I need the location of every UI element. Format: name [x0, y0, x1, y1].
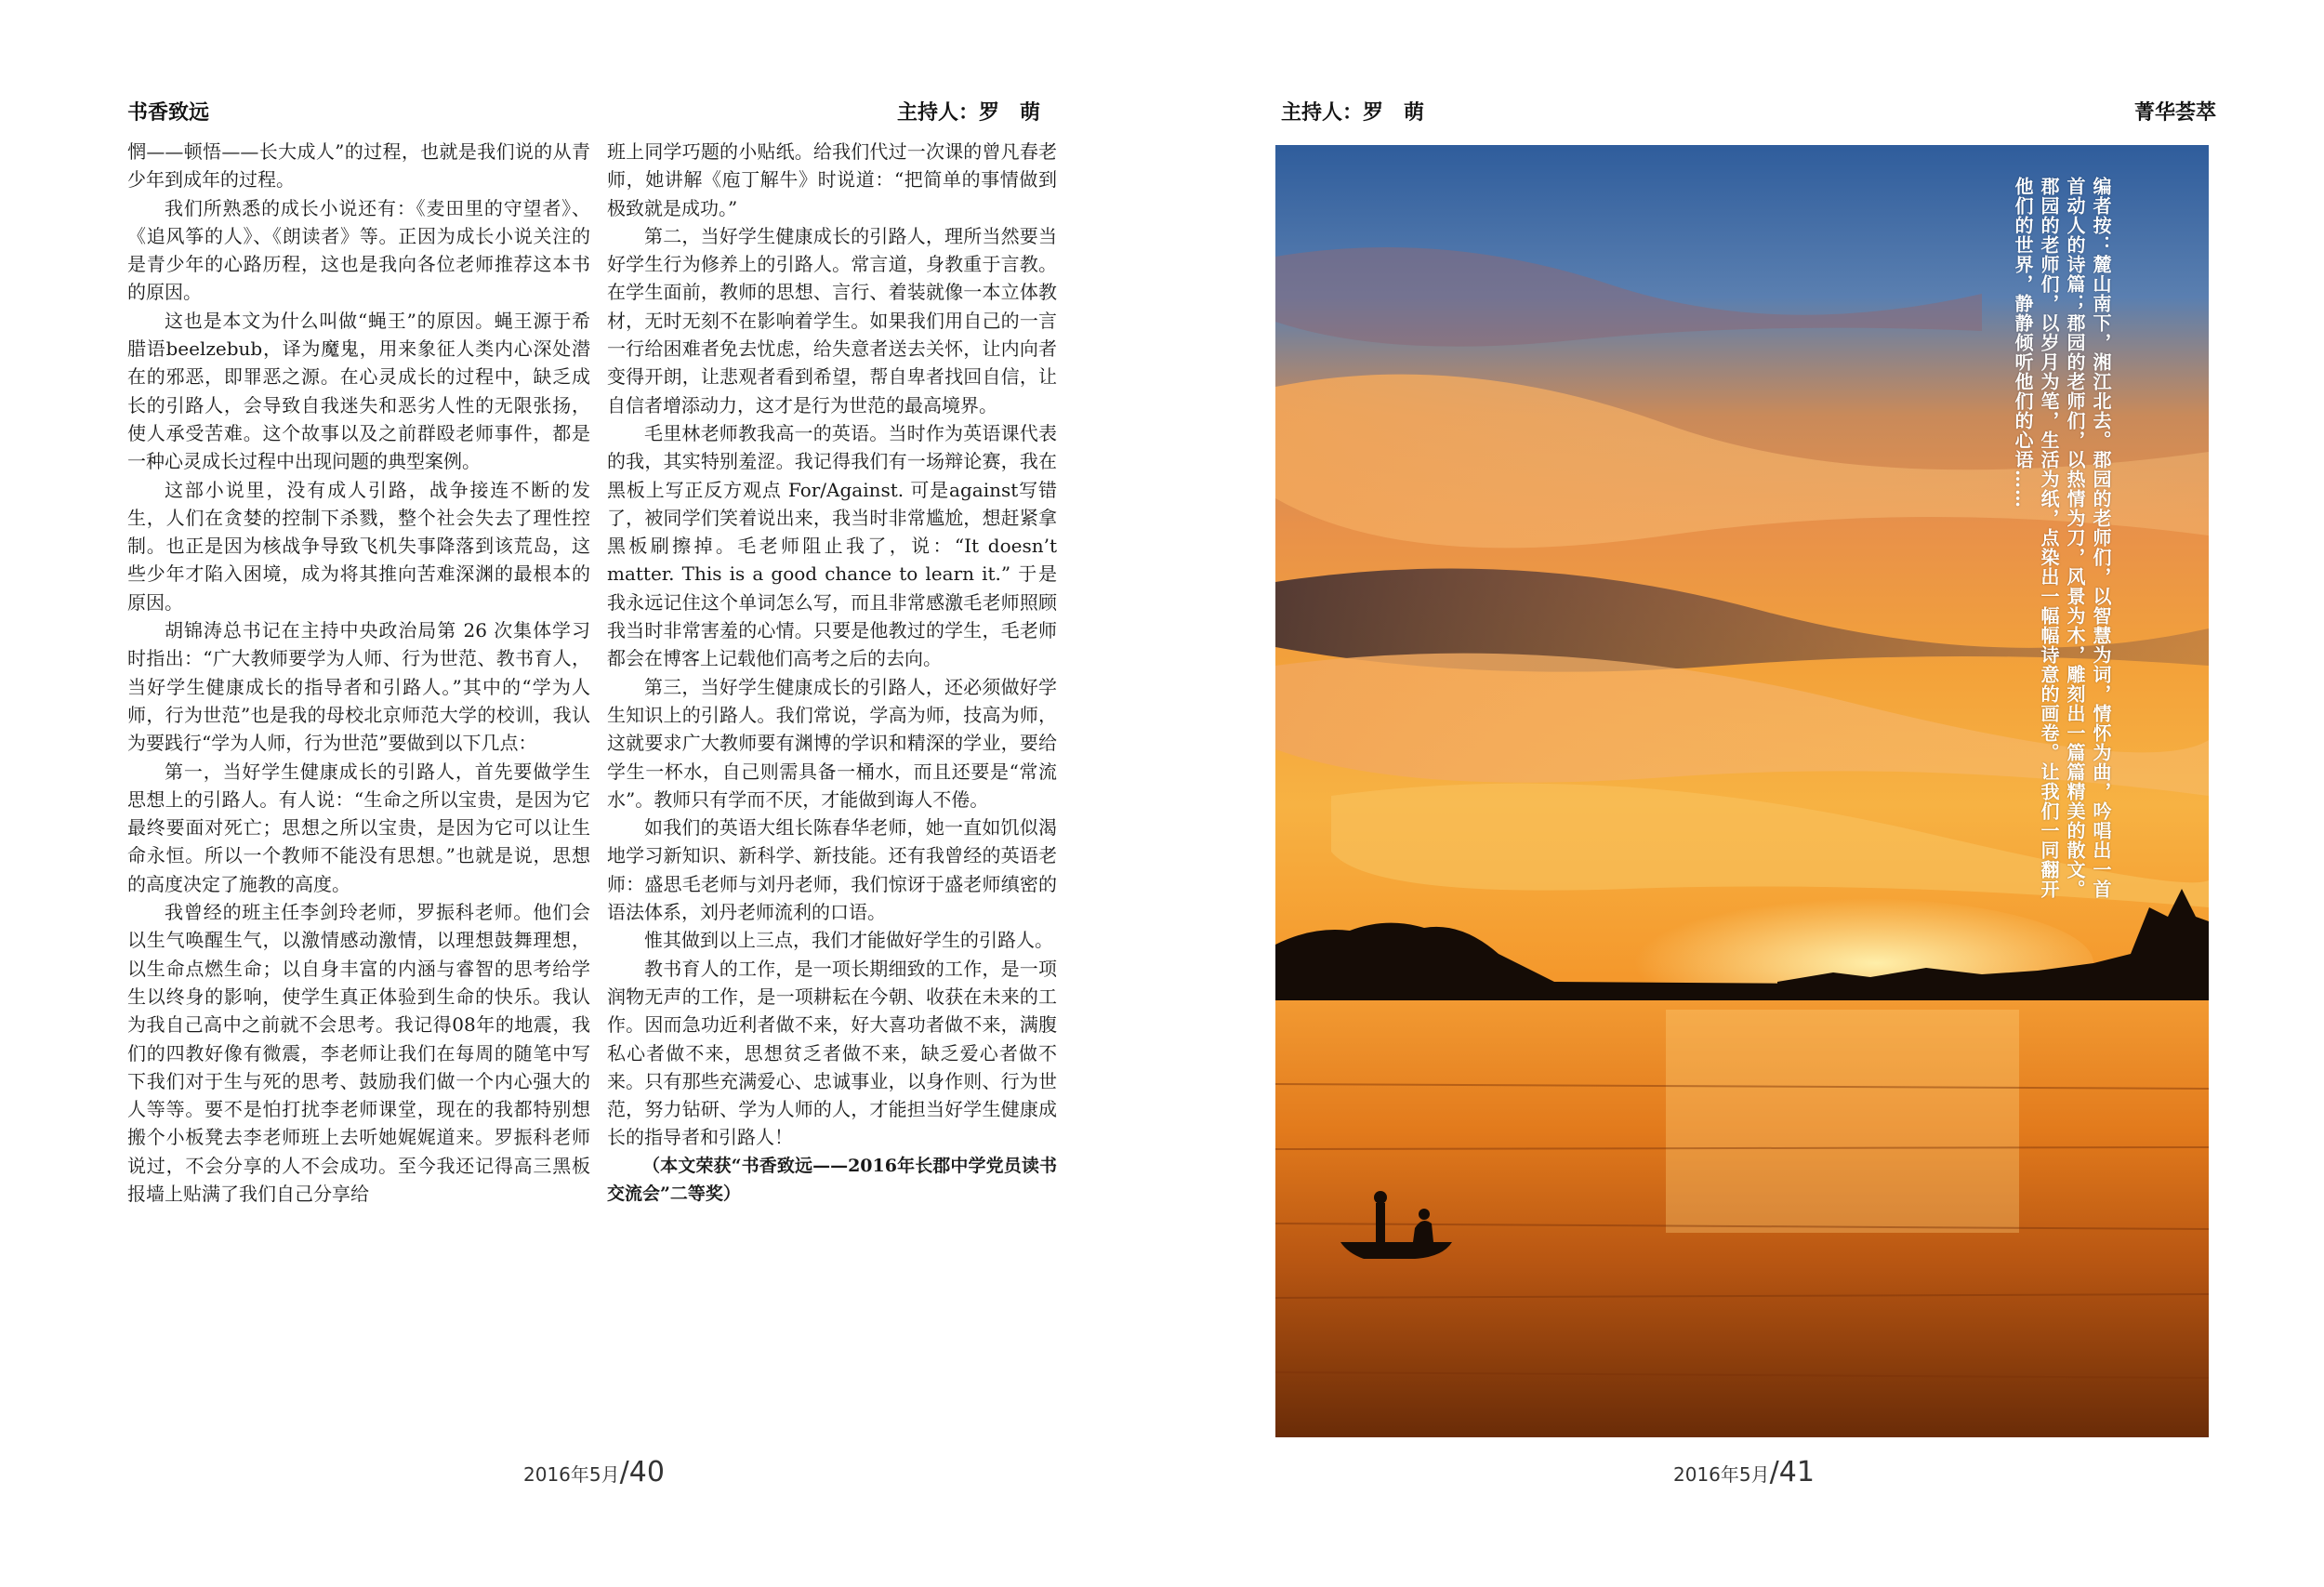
paragraph: 惘——顿悟——长大成人”的过程，也就是我们说的从青少年到成年的过程。 [127, 140, 590, 192]
text-column-1 [127, 138, 590, 1208]
page-number [1673, 1456, 1815, 1488]
paragraph: 班上同学巧题的小贴纸。给我们代过一次课的曾凡春老师，她讲解《庖丁解牛》时说道：“把简单的事情做到极致就是成功。” [607, 140, 1057, 219]
text-column-2 [607, 138, 1057, 1208]
paragraph: 这部小说里，没有成人引路，战争接连不断的发生，人们在贪婪的控制下杀戮，整个社会失去了理性控制。也正是因为核战争导致飞机失事降落到该荒岛，这些少年才陷入困境，成为将其推向苦难深渊的最根本的原因。 [127, 478, 590, 614]
paragraph: 惟其做到以上三点，我们才能做好学生的引路人。 [644, 929, 1053, 952]
paragraph: 毛里林老师教我高一的英语。当时作为英语课代表的我，其实特别羞涩。我记得我们有一场辩论赛，我在黑板上写正反方观点 For/Against. 可是against写错了，被同学们笑着说出来，我当时非常尴尬，想赶紧拿黑板刷擦掉。毛老师阻止我了，说：“It doesn’t matter. This is a good chance to learn it.” 于是我永远记住这个单词怎么写，而且非常感激毛老师照顾我当时非常害羞的心情。只要是他教过的学生，毛老师都会在博客上记载他们高考之后的去向。 [607, 421, 1057, 670]
issue-date: 2016年5月 [1673, 1463, 1770, 1486]
paragraph: 我们所熟悉的成长小说还有：《麦田里的守望者》、《追风筝的人》、《朗读者》等。正因为成长小说关注的是青少年的心路历程，这也是我向各位老师推荐这本书的原因。 [127, 196, 590, 304]
page-number-value: /40 [619, 1456, 665, 1488]
section-title: 书香致远 [127, 101, 210, 125]
section-title: 菁华荟萃 [2134, 101, 2217, 125]
page-number [523, 1456, 665, 1488]
paragraph: 胡锦涛总书记在主持中央政治局第 26 次集体学习时指出：“广大教师要学为人师、行为世范、教书育人，当好学生健康成长的指导者和引路人。”其中的“学为人师，行为世范”也是我的母校北京师范大学的校训，我认为要践行“学为人师，行为世范”要做到以下几点： [127, 619, 590, 755]
host-label: 主持人：罗 萌 [897, 101, 1041, 125]
paragraph: 如我们的英语大组长陈春华老师，她一直如饥似渴地学习新知识、新科学、新技能。还有我曾经的英语老师：盛思毛老师与刘丹老师，我们惊讶于盛老师缜密的语法体系，刘丹老师流利的口语。 [607, 816, 1057, 924]
right-page [1162, 0, 2324, 1587]
paragraph: 这也是本文为什么叫做“蝇王”的原因。蝇王源于希腊语beelzebub，译为魔鬼，用来象征人类内心深处潜在的邪恶，即罪恶之源。在心灵成长的过程中，缺乏成长的引路人，会导致自我迷失和恶劣人性的无限张扬，使人承受苦难。这个故事以及之前群殴老师事件，都是一种心灵成长过程中出现问题的典型案例。 [127, 309, 590, 473]
paragraph: 第二，当好学生健康成长的引路人，理所当然要当好学生行为修养上的引路人。常言道，身教重于言教。在学生面前，教师的思想、言行、着装就像一本立体教材，无时无刻不在影响着学生。如果我们用自己的一言一行给困难者免去忧虑，给失意者送去关怀，让内向者变得开朗，让悲观者看到希望，帮自卑者找回自信，让自信者增添动力，这才是行为世范的最高境界。 [607, 224, 1057, 417]
page-number-value: /41 [1769, 1456, 1815, 1488]
paragraph: 第三，当好学生健康成长的引路人，还必须做好学生知识上的引路人。我们常说，学高为师，技高为师，这就要求广大教师要有渊博的学识和精深的学业，要给学生一杯水，自己则需具备一桶水，而且还要是“常流水”。教师只有学而不厌，才能做到诲人不倦。 [607, 675, 1057, 811]
host-label: 主持人：罗 萌 [1281, 101, 1425, 125]
paragraph: 我曾经的班主任李剑玲老师，罗振科老师。他们会以生气唤醒生气，以激情感动激情，以理想鼓舞理想，以生命点燃生命；以自身丰富的内涵与睿智的思考给学生以终身的影响，使学生真正体验到生命的快乐。我认为我自己高中之前就不会思考。我记得08年的地震，我们的四教好像有微震，李老师让我们在每周的随笔中写下我们对于生与死的思考、鼓励我们做一个内心强大的人等等。要不是怕打扰李老师课堂，现在的我都特别想搬个小板凳去李老师班上去听她娓娓道来。罗振科老师说过，不会分享的人不会成功。至今我还记得高三黑板报墙上贴满了我们自己分享给 [127, 901, 590, 1205]
editor-note: 编者按：麓山南下，湘江北去。郡园的老师们，以智慧为词，情怀为曲，吟唱出一首首动人的诗篇；郡园的老师们，以热情为刀，风景为木，雕刻出一篇篇精美的散文。郡园的老师们，以岁月为笔，生活为纸，点染出一幅幅诗意的画卷。让我们一同翻开他们的世界，静静倾听他们的心语…… [2012, 177, 2112, 899]
issue-date: 2016年5月 [523, 1463, 620, 1486]
award-note: （本文荣获“书香致远——2016年长郡中学党员读书交流会”二等奖） [607, 1155, 1057, 1204]
paragraph: 教书育人的工作，是一项长期细致的工作，是一项润物无声的工作，是一项耕耘在今朝、收获在未来的工作。因而急功近利者做不来，好大喜功者做不来，满腹私心者做不来，思想贫乏者做不来，缺乏爱心者做不来。只有那些充满爱心、忠诚事业，以身作则、行为世范，努力钻研、学为人师的人，才能担当好学生健康成长的指导者和引路人！ [607, 957, 1057, 1149]
paragraph: 第一，当好学生健康成长的引路人，首先要做学生思想上的引路人。有人说：“生命之所以宝贵，是因为它最终要面对死亡；思想之所以宝贵，是因为它可以让生命永恒。所以一个教师不能没有思想。”也就是说，思想的高度决定了施教的高度。 [127, 760, 590, 895]
